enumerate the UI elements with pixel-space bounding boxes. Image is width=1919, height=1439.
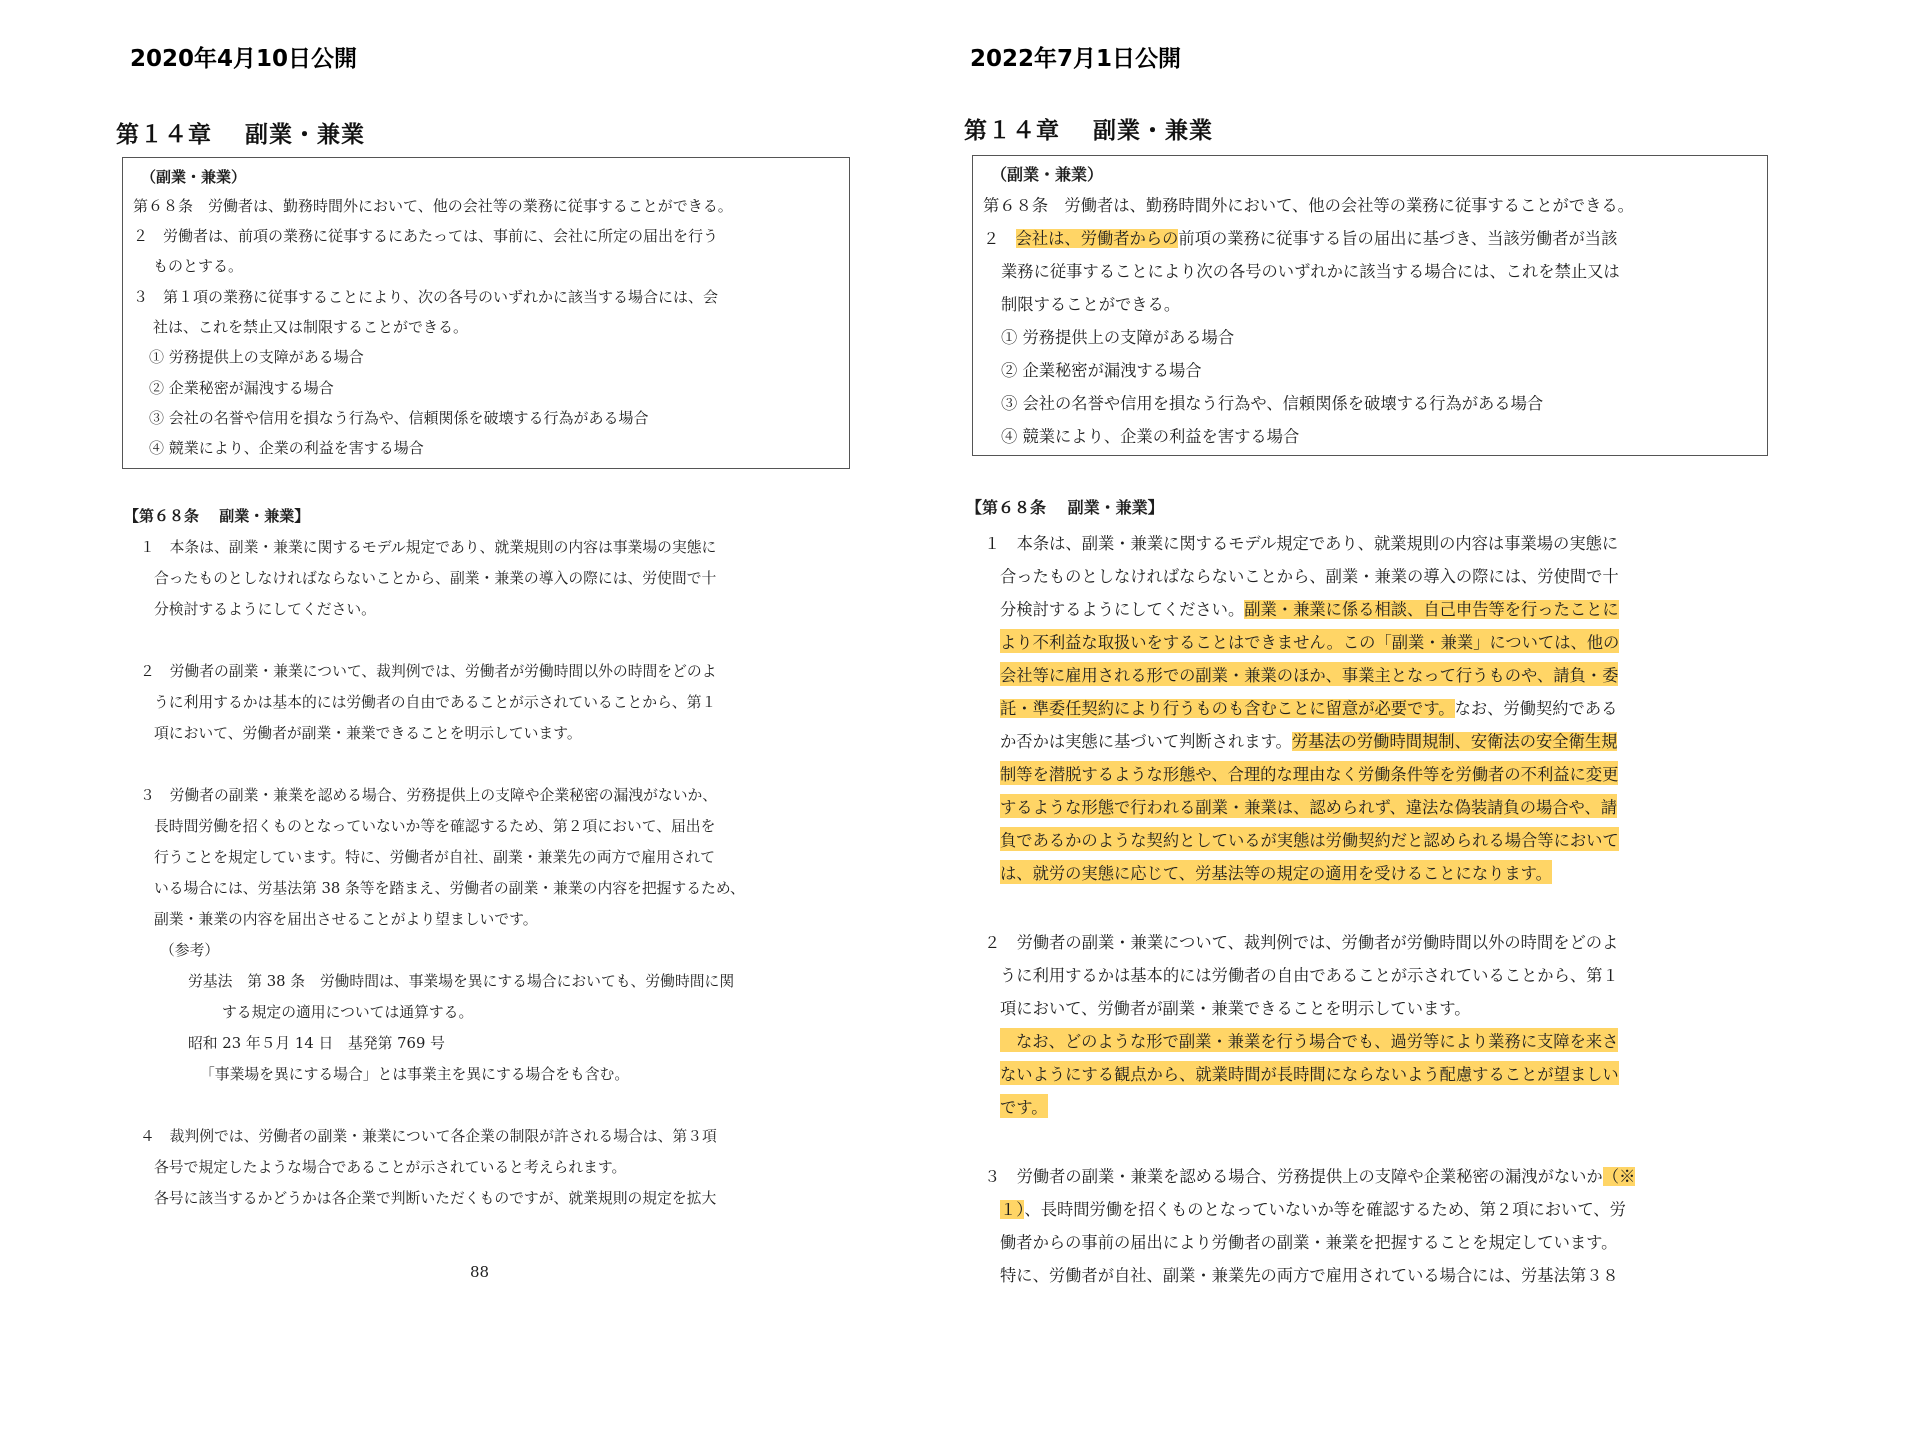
commentary-line: ２ 労働者の副業・兼業について、裁判例では、労働者が労働時間以外の時間をどのよ — [140, 663, 717, 680]
article-heading: （副業・兼業） — [141, 168, 247, 186]
commentary-line: 行うことを規定しています。特に、労働者が自社、副業・兼業先の両方で雇用されて — [154, 849, 716, 866]
article-item: ④ 競業により、企業の利益を害する場合 — [1001, 427, 1300, 446]
highlighted-change: 労基法の労働時間規制、安衛法の安全衛生規 — [1291, 732, 1618, 751]
reference-line: 「事業場を異にする場合」とは事業主を異にする場合をも含む。 — [200, 1066, 630, 1083]
highlighted-change: 会社等に雇用される形での副業・兼業のほか、事業主となって行うものや、請負・委 — [1000, 662, 1618, 686]
commentary-line: いる場合には、労基法第 38 条等を踏まえ、労働者の副業・兼業の内容を把握するため、 — [154, 880, 745, 897]
highlighted-change: 負であるかのような契約としているが実態は労働契約だと認められる場合等において — [1000, 827, 1619, 851]
highlighted-change: なお、どのような形で副業・兼業を行う場合でも、過労等により業務に支障を来さ — [1000, 1028, 1618, 1052]
highlighted-change: より不利益な取扱いをすることはできません。この「副業・兼業」については、他の — [1000, 629, 1619, 653]
commentary-line: ４ 裁判例では、労働者の副業・兼業について各企業の制限が許される場合は、第３項 — [140, 1128, 717, 1145]
reference-label: （参考） — [160, 942, 220, 959]
commentary-line: 分検討するようにしてください。 — [154, 601, 376, 618]
article-line: ３ 第１項の業務に従事することにより、次の各号のいずれかに該当する場合には、会 — [133, 288, 719, 306]
commentary-heading-2022: 【第６８条 副業・兼業】 — [966, 498, 1164, 517]
commentary-line: 項において、労働者が副業・兼業できることを明示しています。 — [1000, 999, 1471, 1018]
highlighted-change: 副業・兼業に係る相談、自己申告等を行ったことに — [1244, 600, 1619, 619]
commentary-line: 働者からの事前の届出により労働者の副業・兼業を把握することを規定しています。 — [1000, 1233, 1618, 1252]
article-line: 業務に従事することにより次の各号のいずれかに該当する場合には、これを禁止又は — [1001, 262, 1620, 281]
highlighted-change: です。 — [1000, 1094, 1048, 1118]
commentary-line: か否かは実態に基づいて判断されます。労基法の労働時間規制、安衛法の安全衛生規 — [1000, 732, 1618, 751]
page-number: 88 — [470, 1263, 490, 1281]
highlighted-change: ないようにする観点から、就業時間が長時間にならないよう配慮することが望ましい — [1000, 1061, 1619, 1085]
article-item: ① 労務提供上の支障がある場合 — [1001, 328, 1235, 347]
article-item: ② 企業秘密が漏洩する場合 — [1001, 361, 1202, 380]
highlighted-change: 託・準委任契約により行うものも含むことに留意が必要です。 — [1000, 699, 1455, 718]
commentary-line: 項において、労働者が副業・兼業できることを明示しています。 — [154, 725, 582, 742]
commentary-line: 分検討するようにしてください。副業・兼業に係る相談、自己申告等を行ったことに — [1000, 600, 1619, 619]
highlighted-change: 制等を潜脱するような形態や、合理的な理由なく労働条件等を労働者の不利益に変更 — [1000, 761, 1618, 785]
article-item: ④ 競業により、企業の利益を害する場合 — [149, 439, 424, 457]
commentary-line: うに利用するかは基本的には労働者の自由であることが示されていることから、第１ — [154, 694, 717, 711]
article-line-amended: ２ 会社は、労働者からの前項の業務に従事する旨の届出に基づき、当該労働者が当該 — [983, 229, 1618, 248]
commentary-heading-2020: 【第６８条 副業・兼業】 — [124, 507, 310, 525]
article-68-box-2020 — [122, 157, 850, 469]
chapter-title-2020: 第１４章 副業・兼業 — [116, 122, 366, 148]
article-line: 制限することができる。 — [1001, 295, 1181, 314]
commentary-line: １ 本条は、副業・兼業に関するモデル規定であり、就業規則の内容は事業場の実態に — [984, 534, 1619, 553]
commentary-line: 長時間労働を招くものとなっていないか等を確認するため、第２項において、届出を — [154, 818, 716, 835]
highlighted-change: 会社は、労働者からの — [1015, 229, 1179, 248]
article-line: ものとする。 — [153, 257, 244, 275]
reference-line: 労基法 第 38 条 労働時間は、事業場を異にする場合においても、労働時間に関 — [188, 973, 735, 990]
article-item: ③ 会社の名誉や信用を損なう行為や、信頼関係を破壊する行為がある場合 — [149, 409, 649, 427]
commentary-line: 合ったものとしなければならないことから、副業・兼業の導入の際には、労使間で十 — [154, 570, 717, 587]
chapter-title-2022: 第１４章 副業・兼業 — [964, 118, 1214, 144]
commentary-line: 託・準委任契約により行うものも含むことに留意が必要です。なお、労働契約である — [1000, 699, 1618, 718]
article-line: 社は、これを禁止又は制限することができる。 — [153, 318, 469, 336]
commentary-line: ２ 労働者の副業・兼業について、裁判例では、労働者が労働時間以外の時間をどのよ — [984, 933, 1619, 952]
article-line: 第６８条 労働者は、勤務時間外において、他の会社等の業務に従事することができる。 — [983, 196, 1634, 215]
article-line: ２ 労働者は、前項の業務に従事するにあたっては、事前に、会社に所定の届出を行う — [133, 227, 719, 245]
article-line: 第６８条 労働者は、勤務時間外において、他の会社等の業務に従事することができる。 — [133, 197, 733, 215]
publication-date-2022: 2022年7月1日公開 — [970, 46, 1182, 72]
article-item: ① 労務提供上の支障がある場合 — [149, 348, 364, 366]
commentary-line: １ 本条は、副業・兼業に関するモデル規定であり、就業規則の内容は事業場の実態に — [140, 539, 717, 556]
commentary-line: 各号で規定したような場合であることが示されていると考えられます。 — [154, 1159, 627, 1176]
article-item: ③ 会社の名誉や信用を損なう行為や、信頼関係を破壊する行為がある場合 — [1001, 394, 1544, 413]
commentary-line: うに利用するかは基本的には労働者の自由であることが示されていることから、第１ — [1000, 966, 1619, 985]
article-heading: （副業・兼業） — [991, 165, 1104, 184]
commentary-line: ３ 労働者の副業・兼業を認める場合、労務提供上の支障や企業秘密の漏洩がないか、 — [140, 787, 718, 804]
commentary-line: ３ 労働者の副業・兼業を認める場合、労務提供上の支障や企業秘密の漏洩がないか（※ — [984, 1167, 1636, 1186]
publication-date-2020: 2020年4月10日公開 — [130, 46, 358, 72]
article-item: ② 企業秘密が漏洩する場合 — [149, 379, 334, 397]
reference-line: 昭和 23 年５月 14 日 基発第 769 号 — [188, 1035, 445, 1052]
highlighted-change: は、就労の実態に応じて、労基法等の規定の適用を受けることになります。 — [1000, 860, 1552, 884]
commentary-line: 各号に該当するかどうかは各企業で判断いただくものですが、就業規則の規定を拡大 — [154, 1190, 717, 1207]
article-68-box-2022 — [972, 155, 1768, 456]
commentary-line: １）、長時間労働を招くものとなっていないか等を確認するため、第２項において、労 — [1000, 1200, 1626, 1219]
commentary-line: 特に、労働者が自社、副業・兼業先の両方で雇用されている場合には、労基法第３８ — [1000, 1266, 1619, 1285]
commentary-line: 副業・兼業の内容を届出させることがより望ましいです。 — [154, 911, 538, 928]
highlighted-change: するような形態で行われる副業・兼業は、認められず、違法な偽装請負の場合や、請 — [1000, 794, 1617, 818]
highlighted-change: １） — [1000, 1200, 1025, 1219]
highlighted-change: （※ — [1602, 1167, 1636, 1186]
reference-line: する規定の適用については通算する。 — [222, 1004, 474, 1021]
commentary-line: 合ったものとしなければならないことから、副業・兼業の導入の際には、労使間で十 — [1000, 567, 1619, 586]
